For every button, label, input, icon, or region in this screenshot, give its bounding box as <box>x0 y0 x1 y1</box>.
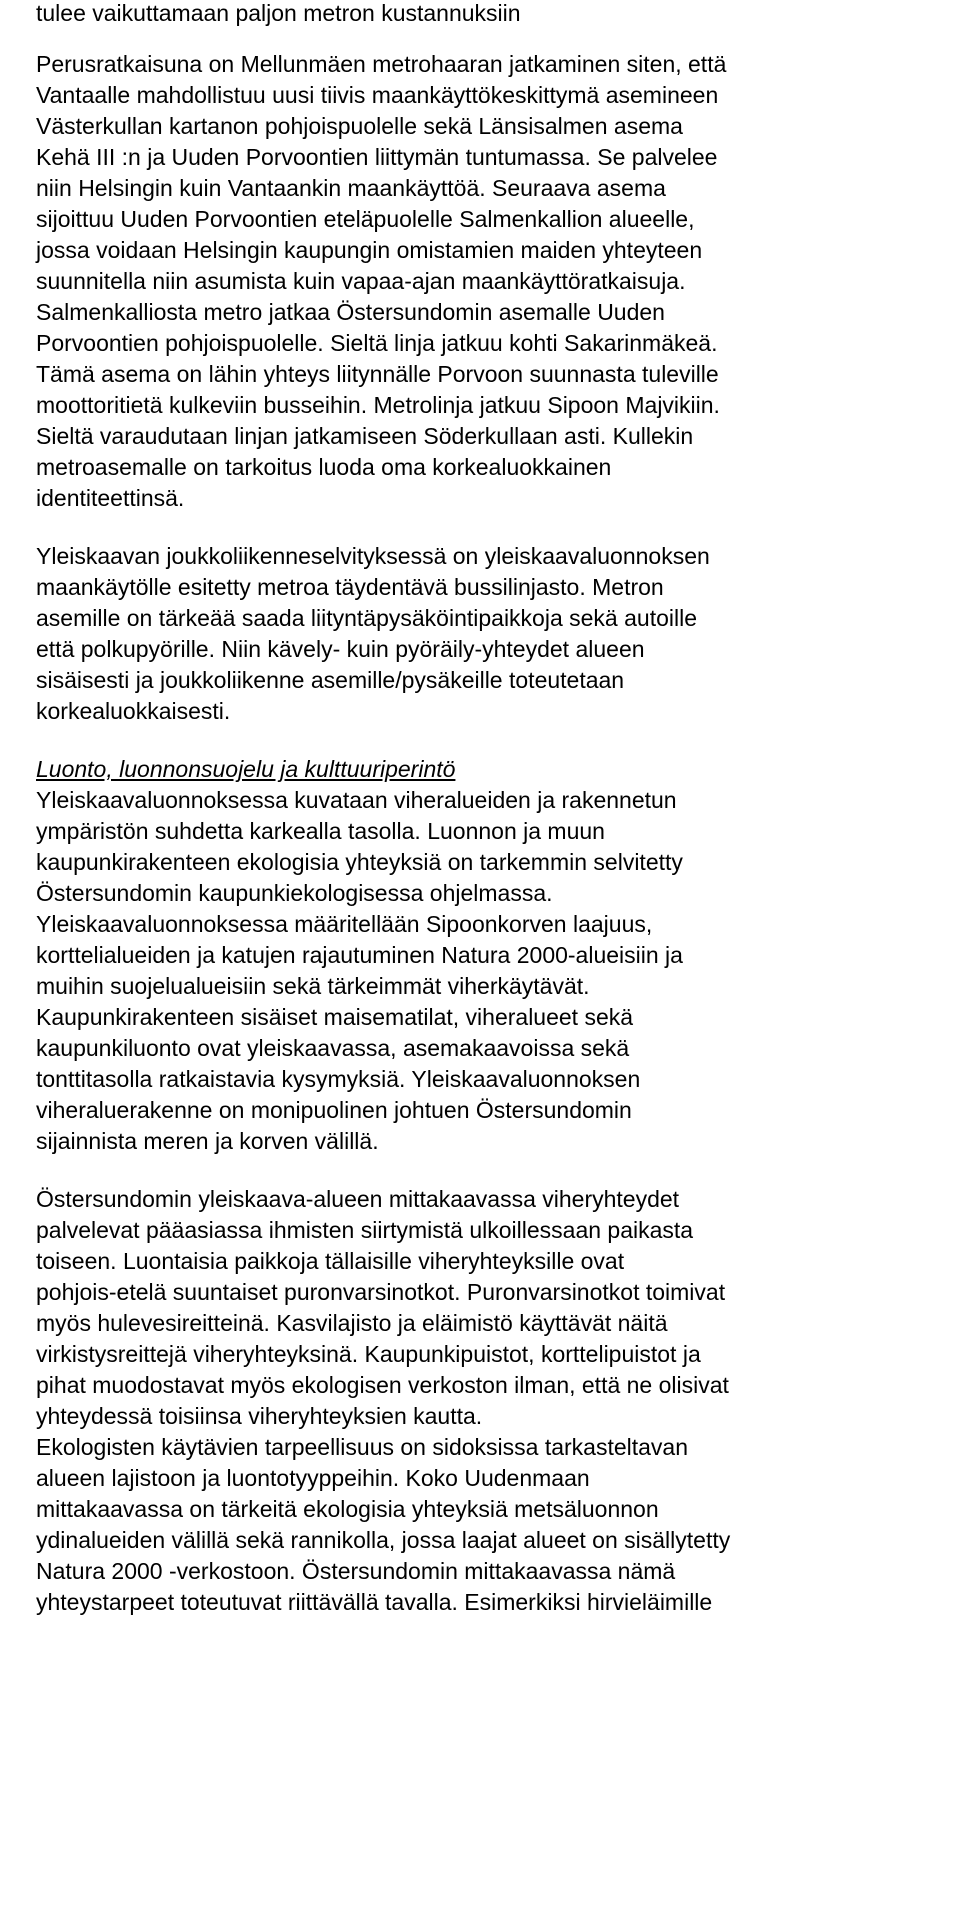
text-line: niin Helsingin kuin Vantaankin maankäyttöä. Seuraava asema <box>36 175 666 201</box>
text-line: Östersundomin yleiskaava-alueen mittakaavassa viheryhteydet <box>36 1186 680 1212</box>
text-line: toiseen. Luontaisia paikkoja tällaisille viheryhteyksille ovat <box>36 1248 625 1274</box>
text-line: Östersundomin kaupunkiekologisessa ohjelmassa. <box>36 880 553 906</box>
text-line: Västerkullan kartanon pohjoispuolelle sekä Länsisalmen asema <box>36 113 683 139</box>
text-line: alueen lajistoon ja luontotyyppeihin. Koko Uudenmaan <box>36 1465 590 1491</box>
section-heading: Luonto, luonnonsuojelu ja kulttuuriperintö <box>36 756 456 782</box>
text-line: Yleiskaavaluonnoksessa kuvataan viheralueiden ja rakennetun <box>36 787 677 813</box>
text-line: Yleiskaavaluonnoksessa määritellään Sipoonkorven laajuus, <box>36 911 653 937</box>
paragraph-green-corridors <box>36 1184 960 1618</box>
text-line: myös hulevesireitteinä. Kasvilajisto ja eläimistö käyttävät näitä <box>36 1310 668 1336</box>
text-line: sijainnista meren ja korven välillä. <box>36 1128 379 1154</box>
text-line: sisäisesti ja joukkoliikenne asemille/pysäkeille toteutetaan <box>36 667 625 693</box>
text-line: Tämä asema on lähin yhteys liitynnälle Porvoon suunnasta tuleville <box>36 361 719 387</box>
text-line: pihat muodostavat myös ekologisen verkoston ilman, että ne olisivat <box>36 1372 729 1398</box>
text-line: viheraluerakenne on monipuolinen johtuen Östersundomin <box>36 1097 632 1123</box>
text-line: että polkupyörille. Niin kävely- kuin pyöräily-yhteydet alueen <box>36 636 645 662</box>
text-line: korttelialueiden ja katujen rajautuminen Natura 2000-alueisiin ja <box>36 942 683 968</box>
text-line: yhteystarpeet toteutuvat riittävällä tavalla. Esimerkiksi hirvieläimille <box>36 1589 713 1615</box>
paragraph-intro <box>36 0 960 29</box>
text-line: korkealuokkaisesti. <box>36 698 231 724</box>
section-nature <box>36 754 960 1157</box>
text-line: kaupunkiluonto ovat yleiskaavassa, asemakaavoissa sekä <box>36 1035 630 1061</box>
text-line: Perusratkaisuna on Mellunmäen metrohaaran jatkaminen siten, että <box>36 51 727 77</box>
text-line: asemille on tärkeää saada liityntäpysäköintipaikkoja sekä autoille <box>36 605 697 631</box>
text-line: suunnitella niin asumista kuin vapaa-ajan maankäyttöratkaisuja. <box>36 268 686 294</box>
text-line: Vantaalle mahdollistuu uusi tiivis maankäyttökeskittymä asemineen <box>36 82 719 108</box>
document-page <box>36 0 960 1618</box>
paragraph-metro <box>36 49 960 514</box>
text-line: sijoittuu Uuden Porvoontien eteläpuolelle Salmenkallion alueelle, <box>36 206 695 232</box>
text-line: tonttitasolla ratkaistavia kysymyksiä. Yleiskaavaluonnoksen <box>36 1066 641 1092</box>
text-line: moottoritietä kulkeviin busseihin. Metrolinja jatkuu Sipoon Majvikiin. <box>36 392 720 418</box>
text-line: mittakaavassa on tärkeitä ekologisia yhteyksiä metsäluonnon <box>36 1496 659 1522</box>
text-line: jossa voidaan Helsingin kaupungin omistamien maiden yhteyteen <box>36 237 703 263</box>
text-line: virkistysreittejä viheryhteyksinä. Kaupunkipuistot, korttelipuistot ja <box>36 1341 701 1367</box>
text-line: tulee vaikuttamaan paljon metron kustannuksiin <box>36 0 521 26</box>
text-line: muihin suojelualueisiin sekä tärkeimmät viherkäytävät. <box>36 973 590 999</box>
paragraph-bus <box>36 541 960 727</box>
text-line: maankäytölle esitetty metroa täydentävä bussilinjasto. Metron <box>36 574 664 600</box>
text-line: Salmenkalliosta metro jatkaa Östersundomin asemalle Uuden <box>36 299 665 325</box>
text-line: yhteydessä toisiinsa viheryhteyksien kautta. <box>36 1403 483 1429</box>
text-line: metroasemalle on tarkoitus luoda oma korkealuokkainen <box>36 454 612 480</box>
text-line: palvelevat pääasiassa ihmisten siirtymistä ulkoillessaan paikasta <box>36 1217 694 1243</box>
text-line: kaupunkirakenteen ekologisia yhteyksiä on tarkemmin selvitetty <box>36 849 683 875</box>
text-line: Sieltä varaudutaan linjan jatkamiseen Söderkullaan asti. Kullekin <box>36 423 694 449</box>
text-line: ympäristön suhdetta karkealla tasolla. Luonnon ja muun <box>36 818 605 844</box>
text-line: Kehä III :n ja Uuden Porvoontien liittymän tuntumassa. Se palvelee <box>36 144 718 170</box>
text-line: Natura 2000 -verkostoon. Östersundomin mittakaavassa nämä <box>36 1558 676 1584</box>
text-line: pohjois-etelä suuntaiset puronvarsinotkot. Puronvarsinotkot toimivat <box>36 1279 726 1305</box>
text-line: identiteettinsä. <box>36 485 185 511</box>
text-line: Yleiskaavan joukkoliikenneselvityksessä on yleiskaavaluonnoksen <box>36 543 710 569</box>
text-line: Kaupunkirakenteen sisäiset maisematilat, viheralueet sekä <box>36 1004 634 1030</box>
text-line: ydinalueiden välillä sekä rannikolla, jossa laajat alueet on sisällytetty <box>36 1527 731 1553</box>
text-line: Ekologisten käytävien tarpeellisuus on sidoksissa tarkasteltavan <box>36 1434 689 1460</box>
text-line: Porvoontien pohjoispuolelle. Sieltä linja jatkuu kohti Sakarinmäkeä. <box>36 330 718 356</box>
